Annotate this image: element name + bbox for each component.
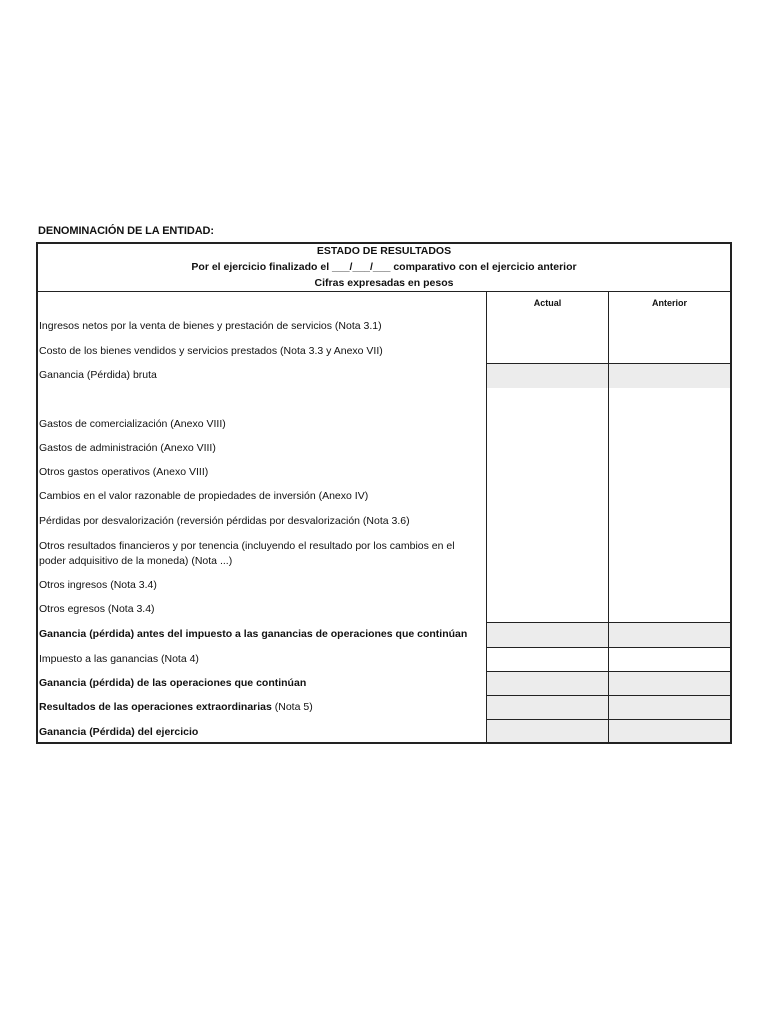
row-label-impairment-losses: Pérdidas por desvalorización (reversión pérdidas por desvalorización (Nota 3.6) [39,515,410,527]
row-label-admin-expenses: Gastos de administración (Anexo VIII) [39,442,216,454]
row-label-other-income: Otros ingresos (Nota 3.4) [39,579,157,591]
income-statement-table [36,242,732,744]
row-label-fair-value-changes: Cambios en el valor razonable de propiedades de inversión (Anexo IV) [39,490,369,502]
row-label-cost-of-sales: Costo de los bienes vendidos y servicios prestados (Nota 3.3 y Anexo VII) [39,345,383,357]
cell-gross-actual[interactable] [487,364,608,388]
row-label-selling-expenses: Gastos de comercialización (Anexo VIII) [39,418,226,430]
statement-currency: Cifras expresadas en pesos [314,277,454,289]
row-label-gross-profit: Ganancia (Pérdida) bruta [39,369,157,381]
entity-name-label: DENOMINACIÓN DE LA ENTIDAD: [38,225,214,237]
row-label-continuing-operations: Ganancia (pérdida) de las operaciones que continúan [39,677,307,689]
row-label-income-tax: Impuesto a las ganancias (Nota 4) [39,653,199,665]
cell-continuing-anterior[interactable] [609,672,730,695]
row-label-pretax-result: Ganancia (pérdida) antes del impuesto a las ganancias de operaciones que continúan [39,628,468,640]
extraordinary-label-text: Resultados de las operaciones extraordinarias [39,701,272,713]
row-label-other-expenses: Otros egresos (Nota 3.4) [39,603,155,615]
column-header-actual: Actual [533,298,562,308]
column-divider [608,291,609,742]
statement-period: Por el ejercicio finalizado el ___/___/___ comparativo con el ejercicio anterior [191,261,577,273]
cell-extraordinary-actual[interactable] [487,696,608,719]
statement-title: ESTADO DE RESULTADOS [316,245,452,257]
cell-net-anterior[interactable] [609,720,730,742]
cell-pretax-anterior[interactable] [609,623,730,648]
cell-extraordinary-anterior[interactable] [609,696,730,719]
row-label-other-operating-expenses: Otros gastos operativos (Anexo VIII) [39,466,209,478]
cell-net-actual[interactable] [487,720,608,742]
cell-pretax-actual[interactable] [487,623,608,648]
statement-header [38,244,730,292]
row-label-extraordinary-results [39,700,313,715]
extraordinary-note: (Nota 5) [271,701,313,713]
cell-gross-anterior[interactable] [609,364,730,388]
row-label-financial-results: Otros resultados financieros y por tenencia (incluyendo el resultado por los cambios en el poder adquisitivo de la moneda) (Nota ...) [39,540,455,567]
cell-continuing-actual[interactable] [487,672,608,695]
column-header-anterior: Anterior [651,298,687,308]
row-label-net-result: Ganancia (Pérdida) del ejercicio [39,726,199,738]
row-label-net-revenue: Ingresos netos por la venta de bienes y prestación de servicios (Nota 3.1) [39,320,382,332]
column-divider [486,291,487,742]
